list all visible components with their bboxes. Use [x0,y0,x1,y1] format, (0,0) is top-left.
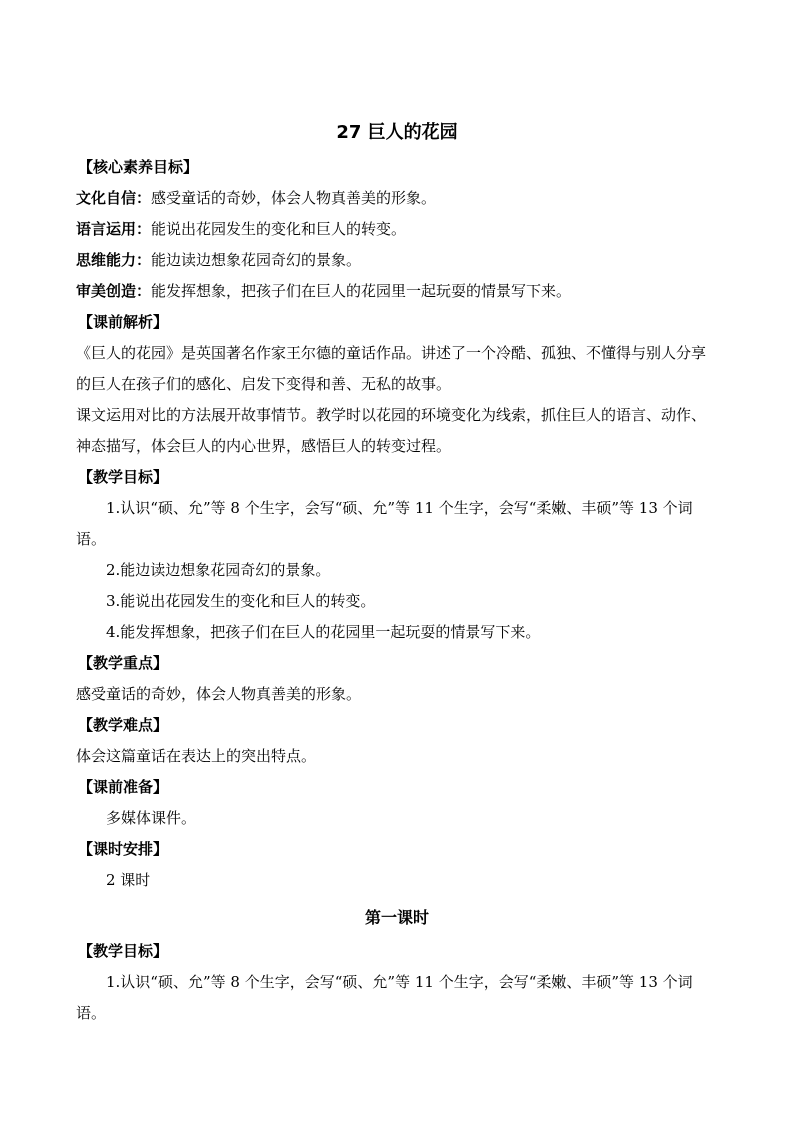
section-heading-pre-analysis: 【课前解析】 [78,313,169,331]
section-heading-lesson-goals: 【教学目标】 [78,942,169,960]
section-heading-key-points: 【教学重点】 [78,654,169,672]
core-goal-item [76,245,720,276]
core-goal-text: 能说出花园发生的变化和巨人的转变。 [151,220,407,238]
preparation-text: 多媒体课件。 [106,809,197,827]
section-heading-difficulties: 【教学难点】 [78,716,169,734]
core-goal-label: 思维能力： [76,251,152,269]
core-goal-text: 能边读边想象花园奇幻的景象。 [151,251,362,269]
schedule-text: 2 课时 [106,871,151,889]
core-goal-text: 感受童话的奇妙，体会人物真善美的形象。 [151,189,437,207]
core-goal-item [76,183,720,214]
section-heading-schedule: 【课时安排】 [78,840,169,858]
difficulties-text: 体会这篇童话在表达上的突出特点。 [76,747,317,765]
teaching-goal-item: 2.能边读边想象花园奇幻的景象。 [106,561,331,579]
page-title: 27 巨人的花园 [336,122,458,143]
teaching-goal-item: 4.能发挥想象，把孩子们在巨人的花园里一起玩耍的情景写下来。 [106,623,541,641]
core-goal-item [76,214,720,245]
key-points-text: 感受童话的奇妙，体会人物真善美的形象。 [76,685,362,703]
teaching-goal-item: 1.认识“硕、允”等 8 个生字，会写“硕、允”等 11 个生字，会写“柔嫩、丰硕”等 13 个词语。 [76,499,693,548]
core-goal-label: 审美创造： [76,282,152,300]
section-heading-core-goals: 【核心素养目标】 [78,158,199,176]
lesson-one-body [76,936,720,1029]
document-body [76,152,720,896]
pre-analysis-paragraph: 《巨人的花园》是英国著名作家王尔德的童话作品。讲述了一个冷酷、孤独、不懂得与别人分享的巨人在孩子们的感化、启发下变得和善、无私的故事。 [76,344,707,393]
section-heading-teaching-goals: 【教学目标】 [78,468,169,486]
pre-analysis-paragraph: 课文运用对比的方法展开故事情节。教学时以花园的环境变化为线索，抓住巨人的语言、动作、神态描写，体会巨人的内心世界，感悟巨人的转变过程。 [76,406,707,455]
core-goal-text: 能发挥想象，把孩子们在巨人的花园里一起玩耍的情景写下来。 [151,282,572,300]
core-goal-label: 语言运用： [76,220,152,238]
lesson-goal-item: 1.认识“硕、允”等 8 个生字，会写“硕、允”等 11 个生字，会写“柔嫩、丰硕”等 13 个词语。 [76,973,693,1022]
teaching-goal-item: 3.能说出花园发生的变化和巨人的转变。 [106,592,376,610]
lesson-one-title: 第一课时 [364,908,429,927]
section-heading-preparation: 【课前准备】 [78,778,169,796]
core-goal-label: 文化自信： [76,189,152,207]
core-goal-item [76,276,720,307]
